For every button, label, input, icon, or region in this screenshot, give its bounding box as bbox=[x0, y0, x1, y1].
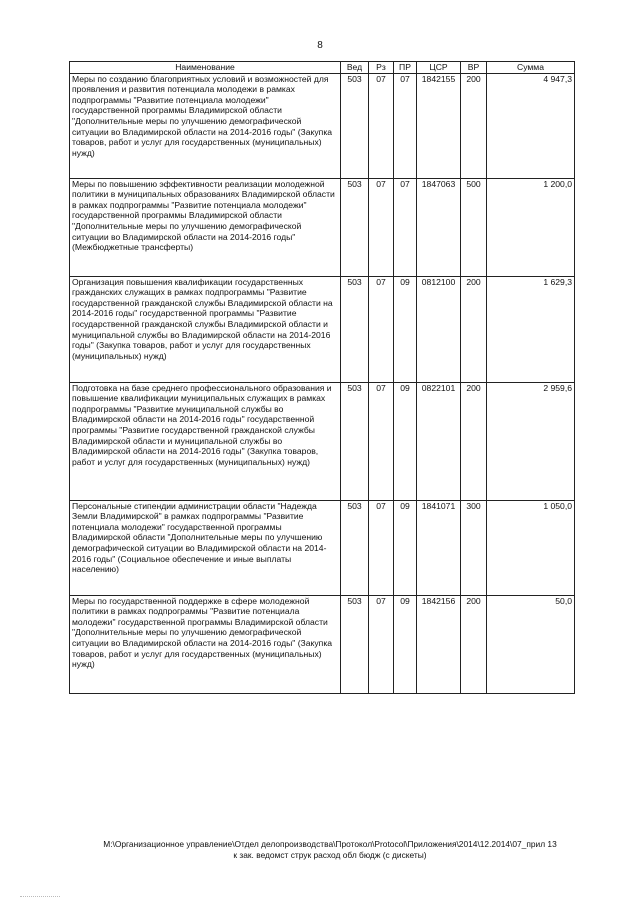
row-ved: 503 bbox=[341, 178, 369, 276]
row-name: Персональные стипендии администрации области "Надежда Земли Владимирской" в рамках подпрограммы "Развитие потенциала молодежи" государственной программы Владимирской области "Дополнительные меры по улучшению демографической ситуации во Владимирской области на 2014-2016 годы" (Социальное обеспечение и иные выплаты населению) bbox=[70, 500, 341, 595]
row-rz: 07 bbox=[369, 73, 394, 178]
row-vr: 500 bbox=[461, 178, 487, 276]
row-sum: 50,0 bbox=[487, 595, 575, 693]
row-rz: 07 bbox=[369, 276, 394, 382]
header-vr: ВР bbox=[461, 62, 487, 74]
row-csr: 1842155 bbox=[417, 73, 461, 178]
table-header-row bbox=[70, 62, 575, 74]
row-rz: 07 bbox=[369, 595, 394, 693]
row-sum: 2 959,6 bbox=[487, 382, 575, 500]
header-rz: Рз bbox=[369, 62, 394, 74]
row-sum: 4 947,3 bbox=[487, 73, 575, 178]
row-ved: 503 bbox=[341, 595, 369, 693]
row-pr: 07 bbox=[394, 178, 417, 276]
row-vr: 300 bbox=[461, 500, 487, 595]
row-name: Подготовка на базе среднего профессионального образования и повышение квалификации муниципальных служащих в рамках подпрограммы "Развитие муниципальной службы во Владимирской области на 2014-2016 годы" государственной программы "Развитие государственной гражданской службы Владимирской области и муниципальной службы во Владимирской области на 2014-2016 годы" (Закупка товаров, работ и услуг для государственных (муниципальных) нужд) bbox=[70, 382, 341, 500]
row-ved: 503 bbox=[341, 500, 369, 595]
table-row bbox=[70, 178, 575, 276]
footer-description-line: к зак. ведомст струк расход обл бюдж (с дискеты) bbox=[233, 850, 427, 860]
header-pr: ПР bbox=[394, 62, 417, 74]
header-name: Наименование bbox=[70, 62, 341, 74]
row-name: Меры по повышению эффективности реализации молодежной политики в муниципальных образованиях Владимирской области в рамках подпрограммы "Развитие потенциала молодежи" государственной программы Владимирской области "Дополнительные меры по улучшению демографической ситуации во Владимирской области на 2014-2016 годы" (Межбюджетные трансферты) bbox=[70, 178, 341, 276]
row-csr: 1847063 bbox=[417, 178, 461, 276]
scan-artifact bbox=[20, 896, 60, 899]
row-pr: 07 bbox=[394, 73, 417, 178]
row-vr: 200 bbox=[461, 595, 487, 693]
header-sum: Сумма bbox=[487, 62, 575, 74]
table-row bbox=[70, 276, 575, 382]
row-sum: 1 200,0 bbox=[487, 178, 575, 276]
row-ved: 503 bbox=[341, 276, 369, 382]
row-vr: 200 bbox=[461, 73, 487, 178]
row-rz: 07 bbox=[369, 500, 394, 595]
row-csr: 0812100 bbox=[417, 276, 461, 382]
row-ved: 503 bbox=[341, 382, 369, 500]
row-sum: 1 050,0 bbox=[487, 500, 575, 595]
file-path-footer bbox=[40, 839, 620, 861]
page-number: 8 bbox=[317, 40, 323, 51]
row-vr: 200 bbox=[461, 382, 487, 500]
table-row bbox=[70, 500, 575, 595]
row-csr: 1842156 bbox=[417, 595, 461, 693]
table-row bbox=[70, 595, 575, 693]
header-ved: Вед bbox=[341, 62, 369, 74]
row-rz: 07 bbox=[369, 382, 394, 500]
row-ved: 503 bbox=[341, 73, 369, 178]
row-vr: 200 bbox=[461, 276, 487, 382]
table-row bbox=[70, 73, 575, 178]
row-name: Меры по созданию благоприятных условий и возможностей для проявления и развития потенциала молодежи в рамках подпрограммы "Развитие потенциала молодежи" государственной программы Владимирской области "Дополнительные меры по улучшению демографической ситуации во Владимирской области на 2014-2016 годы" (Закупка товаров, работ и услуг для государственных (муниципальных) нужд) bbox=[70, 73, 341, 178]
row-csr: 0822101 bbox=[417, 382, 461, 500]
row-sum: 1 629,3 bbox=[487, 276, 575, 382]
row-pr: 09 bbox=[394, 276, 417, 382]
table-row bbox=[70, 382, 575, 500]
row-pr: 09 bbox=[394, 500, 417, 595]
row-pr: 09 bbox=[394, 595, 417, 693]
budget-table bbox=[69, 61, 575, 694]
row-rz: 07 bbox=[369, 178, 394, 276]
footer-path-line: М:\Организационное управление\Отдел делопроизводства\Протокол\Protocol\Приложения\2014\12.2014\07_прил 13 bbox=[103, 839, 557, 849]
row-name: Меры по государственной поддержке в сфере молодежной политики в рамках подпрограммы "Развитие потенциала молодежи" государственной программы Владимирской области "Дополнительные меры по улучшению демографической ситуации во Владимирской области на 2014-2016 годы" (Закупка товаров, работ и услуг для государственных (муниципальных) нужд) bbox=[70, 595, 341, 693]
row-pr: 09 bbox=[394, 382, 417, 500]
row-name: Организация повышения квалификации государственных гражданских служащих в рамках подпрограммы "Развитие государственной гражданской службы Владимирской области на 2014-2016 годы" государственной программы "Развитие государственной гражданской службы Владимирской области и муниципальной службы во Владимирской области на 2014-2016 годы" (Закупка товаров, работ и услуг для государственных (муниципальных) нужд) bbox=[70, 276, 341, 382]
row-csr: 1841071 bbox=[417, 500, 461, 595]
header-csr: ЦСР bbox=[417, 62, 461, 74]
